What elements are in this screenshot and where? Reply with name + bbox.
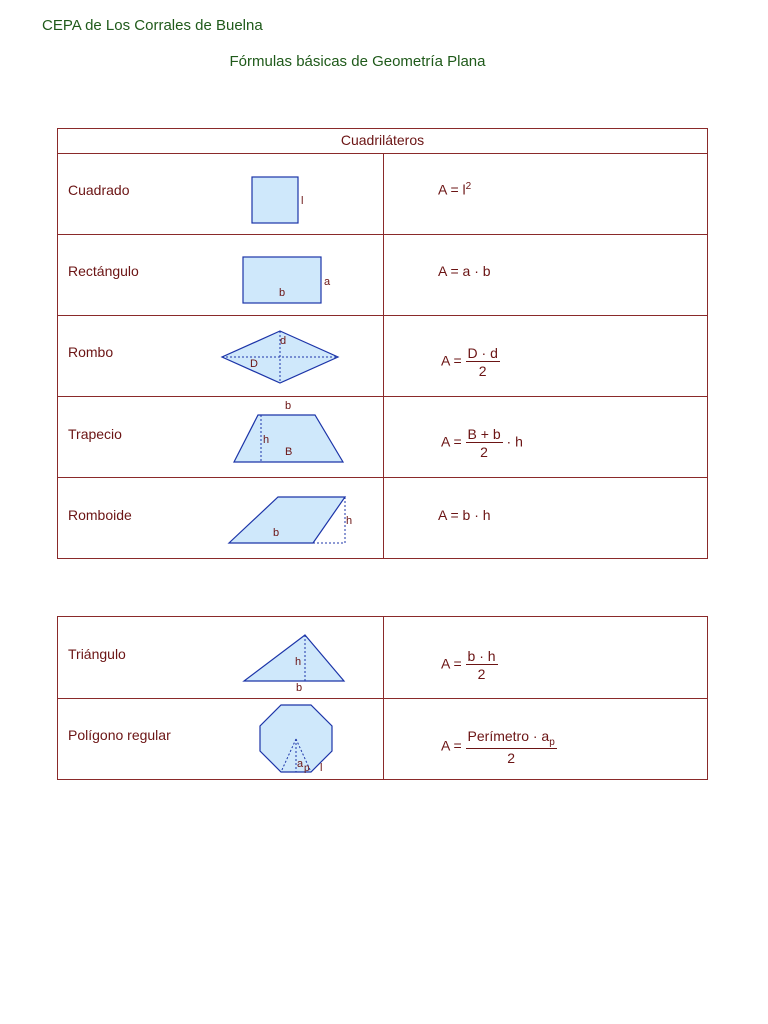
rectangle-height-label: a <box>324 276 331 288</box>
row-name-rectangulo: Rectángulo <box>68 263 139 279</box>
formula-triangulo: A = $\frac{b \cdot h}{2}$ <box>441 648 496 682</box>
rhombus-figure <box>218 327 343 389</box>
formula-rombo: A = $\frac{D \cdot d}{2}$ <box>441 345 498 379</box>
row-name-romboide: Romboide <box>68 507 132 523</box>
trapezoid-height-label: h <box>263 434 270 446</box>
triangle-base-label: b <box>296 682 303 694</box>
square-side-label: l <box>301 195 304 207</box>
formula-romboide: A = b · h <box>438 507 491 523</box>
row-name-triangulo: Triángulo <box>68 646 126 662</box>
page-title: Fórmulas básicas de Geometría Plana <box>229 53 486 70</box>
row-name-rombo: Rombo <box>68 344 114 360</box>
header-school-name: CEPA de Los Corrales de Buelna <box>42 17 263 34</box>
row-name-trapecio: Trapecio <box>68 426 122 442</box>
row-name-poligono-regular: Polígono regular <box>68 727 171 743</box>
rectangle-figure <box>238 254 338 309</box>
trapezoid-major-base-label: B <box>285 446 293 458</box>
formula-cuadrado: $A = l^2$ <box>438 181 472 198</box>
rhombus-major-diagonal-label: D <box>250 358 258 370</box>
formula-rectangulo: A = a · b <box>438 263 491 279</box>
row-name-cuadrado: Cuadrado <box>68 182 130 198</box>
parallelogram-base-label: b <box>273 527 280 539</box>
triangle-figure <box>238 631 353 695</box>
formula-trapecio: A = $\frac{B + b}{2}$ · h <box>441 426 523 460</box>
square-figure <box>248 174 308 226</box>
table-caption: Cuadriláteros <box>340 132 425 148</box>
rectangle-base-label: b <box>279 287 286 299</box>
rhombus-minor-diagonal-label: d <box>280 335 287 347</box>
trapezoid-figure <box>228 398 348 466</box>
trapezoid-minor-base-label: b <box>285 400 292 412</box>
apothem-subscript-label: p <box>304 763 310 774</box>
apothem-label: a <box>297 758 304 770</box>
triangle-height-label: h <box>295 656 302 668</box>
formula-poligono-regular: A = $\frac{Perímetro \cdot a_p}{2}$ <box>441 728 555 766</box>
polygon-side-label: l <box>320 762 323 774</box>
parallelogram-height-label: h <box>346 515 353 527</box>
regular-polygon-figure <box>256 701 341 777</box>
quadrilaterals-table <box>57 128 708 559</box>
other-figures-table <box>57 616 708 780</box>
parallelogram-figure <box>223 493 358 548</box>
